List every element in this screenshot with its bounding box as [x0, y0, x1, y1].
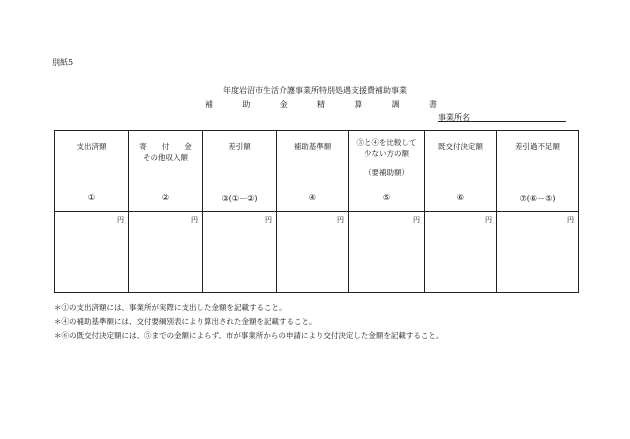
title-char: 助 [242, 100, 251, 109]
value-cell[interactable] [203, 212, 277, 293]
office-name-field[interactable] [438, 121, 566, 122]
column-number: ③(①－②) [221, 194, 258, 203]
yen-unit: 円 [117, 216, 124, 224]
header-cell-difference [203, 131, 277, 212]
yen-unit: 円 [485, 216, 492, 224]
header-label: ③と④を比較して 少ない方の額 （要補助額） [356, 138, 417, 177]
value-cell[interactable] [497, 212, 579, 293]
header-label: 差引額 [228, 142, 251, 151]
office-name-label: 事業所名 [438, 113, 470, 122]
note-1: ＊①の支出済額には、事業所が実際に支出した金額を記載すること。 [54, 303, 287, 312]
column-number: ① [87, 193, 96, 202]
title-line2 [205, 99, 437, 110]
header-cell-balance [497, 131, 579, 212]
header-label: 寄 付 金 その他収入額 [139, 142, 192, 162]
header-cell-expenditure [55, 131, 129, 212]
header-cell-decided [425, 131, 497, 212]
form-id: 別紙5 [52, 58, 74, 67]
column-number: ④ [308, 193, 317, 202]
title-char: 金 [279, 100, 288, 109]
yen-unit: 円 [413, 216, 420, 224]
title-char: 調 [391, 100, 400, 109]
value-cell[interactable] [425, 212, 497, 293]
title-char: 算 [354, 100, 363, 109]
note-3: ＊⑥の既交付決定額には、⑤までの金額によらず、市が事業所からの申請により交付決定した金額を記載すること。 [54, 331, 444, 340]
yen-unit: 円 [337, 216, 344, 224]
value-row [55, 212, 579, 293]
settlement-table [54, 130, 579, 293]
title-char: 精 [316, 100, 325, 109]
header-label: 既交付決定額 [438, 142, 483, 151]
title-char: 補 [205, 100, 213, 109]
value-cell[interactable] [129, 212, 203, 293]
column-number: ② [161, 193, 170, 202]
header-cell-donations [129, 131, 203, 212]
header-cell-standard [277, 131, 349, 212]
header-label: 支出済額 [76, 142, 107, 151]
value-cell[interactable] [349, 212, 425, 293]
yen-unit: 円 [191, 216, 198, 224]
title-char: 書 [428, 100, 437, 109]
header-row [55, 131, 579, 212]
value-cell[interactable] [55, 212, 129, 293]
header-cell-required [349, 131, 425, 212]
value-cell[interactable] [277, 212, 349, 293]
column-number: ⑦(⑥－⑤) [519, 194, 556, 203]
header-label: 補助基準額 [293, 142, 332, 151]
title-line1: 年度岩沼市生活介護事業所特別処遇支援費補助事業 [223, 86, 407, 95]
yen-unit: 円 [265, 216, 272, 224]
yen-unit: 円 [567, 216, 574, 224]
header-label: 差引過不足額 [515, 142, 560, 151]
note-2: ＊④の補助基準額には、交付要綱別表により算出された金額を記載すること。 [54, 317, 317, 326]
column-number: ⑥ [456, 193, 465, 202]
column-number: ⑤ [382, 193, 391, 202]
